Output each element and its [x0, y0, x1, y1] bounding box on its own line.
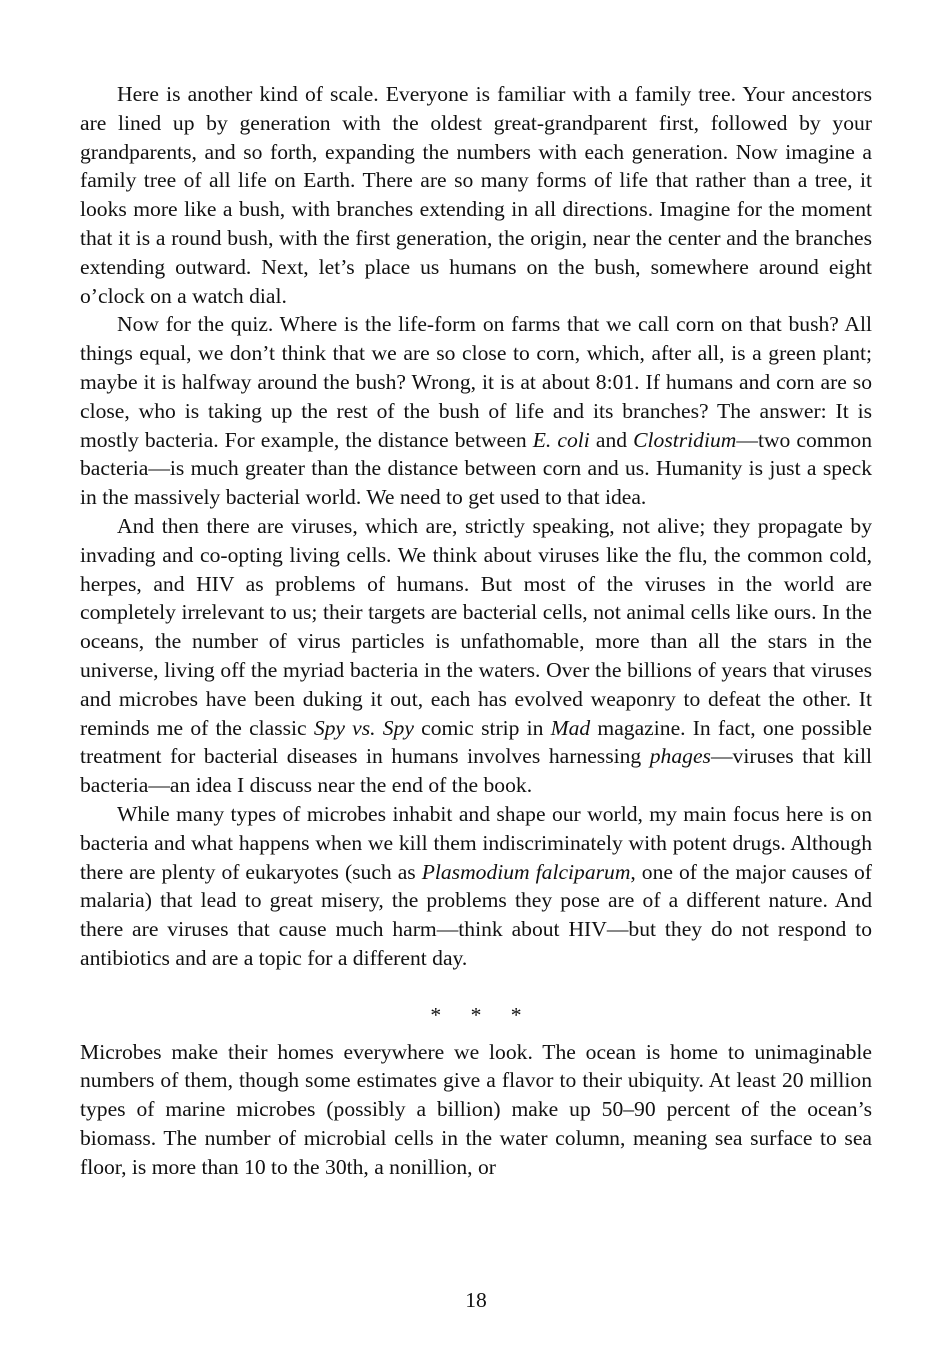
paragraph-main-focus: [80, 800, 872, 973]
italic-term-phages: phages: [649, 744, 711, 769]
text-run: —two common bacteria—is much greater than the distance between corn and us. Humanity is just a speck in the massively bacterial world. We need to get used to that idea.: [80, 427, 872, 510]
text-run: magazine. In fact, one possible treatment for bacterial diseases in humans involves harnessing: [80, 715, 872, 769]
page-body: [80, 80, 872, 1181]
text-run: and: [589, 427, 634, 452]
page-number: 18: [465, 1288, 487, 1312]
italic-title-spy-vs-spy: Spy vs. Spy: [313, 715, 414, 740]
text-run: Now for the quiz. Where is the life-form on farms that we call corn on that bush? All things equal, we don’t think that we are so close to corn, which, after all, is a green plant; maybe it is halfway around the bush? Wrong, it is at about 8:01. If humans and corn are so close, who is taking up the rest of the bush of life and its branches? The answer: It is mostly bacteria. For example, the distance between: [80, 312, 872, 452]
italic-species-plasmodium: Plasmodium falciparum: [421, 859, 631, 884]
text-run: While many types of microbes inhabit and shape our world, my main focus here is on bacteria and what happens when we kill them indiscriminately with potent drugs. Although there are plenty of eukaryotes (such as: [80, 801, 872, 884]
paragraph-family-tree: Here is another kind of scale. Everyone is familiar with a family tree. Your ancestors are lined up by generation with the oldest great-grandparent first, followed by your grandparents, and so forth, expanding the numbers with each generation. Now imagine a family tree of all life on Earth. There are so many forms of life that rather than a tree, it looks more like a bush, with branches extending in all directions. Imagine for the moment that it is a round bush, with the first generation, the origin, near the center and the branches extending outward. Next, let’s place us humans on the bush, somewhere around eight o’clock on a watch dial.: [80, 82, 872, 308]
text-run: And then there are viruses, which are, strictly speaking, not alive; they propagate by invading and co-opting living cells. We think about viruses like the flu, the common cold, herpes, and HIV as problems of humans. But most of the viruses in the world are completely irrelevant to us; their targets are bacterial cells, not animal cells like ours. In the oceans, the number of virus particles is unfathomable, more than all the stars in the universe, living off the myriad bacteria in the waters. Over the billions of years that viruses and microbes have been duking it out, each has evolved weaponry to defeat the other. It reminds me of the classic: [80, 513, 872, 740]
paragraph-corn-quiz: [80, 310, 872, 512]
text-run: —viruses that kill bacteria—an idea I discuss near the end of the book.: [80, 744, 872, 798]
text-run: , one of the major causes of malaria) that lead to great misery, the problems they pose are of a different nature. And there are viruses that cause much harm—think about HIV—but they do not respond to antibiotics and are a topic for a different day.: [80, 859, 872, 970]
italic-title-mad: Mad: [550, 715, 591, 740]
paragraph-viruses: [80, 512, 872, 800]
section-break: * * *: [430, 1002, 534, 1027]
italic-species-ecoli: E. coli: [532, 427, 590, 452]
paragraph-microbes-ocean: Microbes make their homes everywhere we look. The ocean is home to unimaginable numbers of them, though some estimates give a flavor to their ubiquity. At least 20 million types of marine microbes (possibly a billion) make up 50–90 percent of the ocean’s biomass. The number of microbial cells in the water column, meaning sea surface to sea floor, is more than 10 to the 30th, a nonillion, or: [80, 1039, 872, 1179]
text-run: comic strip in: [413, 715, 551, 740]
italic-species-clostridium: Clostridium: [633, 427, 737, 452]
